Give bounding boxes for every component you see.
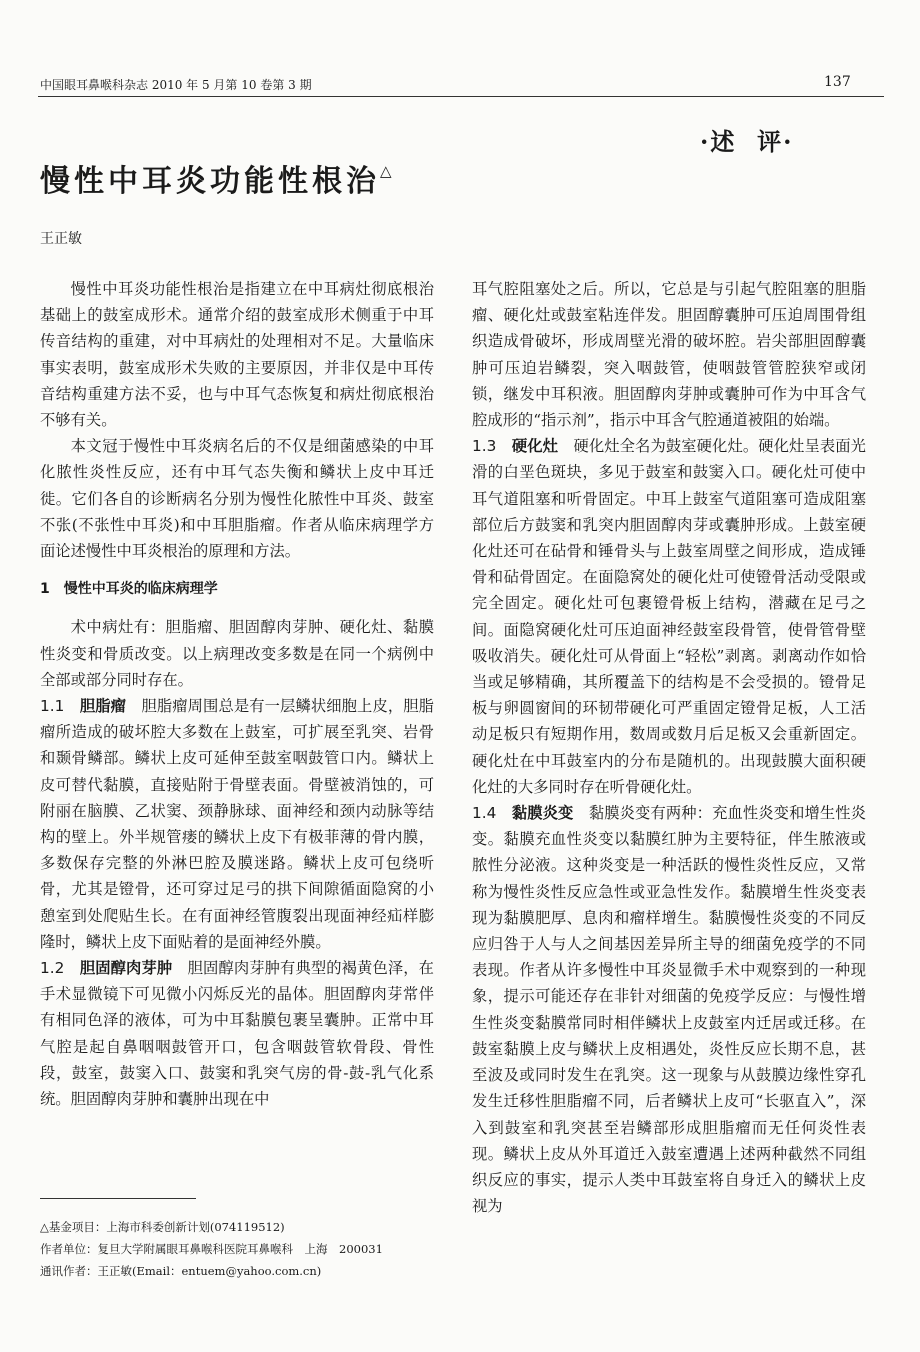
subsection-1-2 [40, 955, 434, 1112]
article-title [40, 156, 396, 200]
footnote-affiliation: 作者单位：复旦大学附属眼耳鼻喉科医院耳鼻喉科 上海 200031 [40, 1242, 383, 1256]
subsection-number: 1.2 [40, 959, 65, 978]
footnotes [40, 1216, 460, 1282]
paragraph: 慢性中耳炎功能性根治是指建立在中耳病灶彻底根治基础上的鼓室成形术。通常介绍的鼓室成形术侧重于中耳传音结构的重建，对中耳病灶的处理相对不足。大量临床事实表明，鼓室成形术失败的主要原因，并非仅是中耳传音结构重建方法不妥，也与中耳气态恢复和病灶彻底根治不够有关。 [40, 280, 434, 430]
subsection-title: 胆脂瘤 [79, 697, 127, 716]
subsection-1-4 [472, 800, 866, 1219]
section-heading: 1 慢性中耳炎的临床病理学 [40, 581, 218, 598]
title-footnote-mark: △ [380, 162, 396, 180]
subsection-number: 1.3 [472, 437, 497, 456]
title-text: 慢性中耳炎功能性根治 [40, 164, 380, 199]
section-tag: ·述 评· [700, 127, 794, 156]
subsection-text: 胆固醇肉芽肿有典型的褐黄色泽，在手术显微镜下可见微小闪烁反光的晶体。胆固醇肉芽常伴有相同色泽的液体，可为中耳黏膜包裹呈囊肿。正常中耳气腔是起自鼻咽咽鼓管开口，包含咽鼓管软骨段、骨性段，鼓室，鼓窦入口、鼓窦和乳突气房的骨-鼓-乳气化系统。胆固醇肉芽肿和囊肿出现在中 [40, 959, 434, 1109]
subsection-1-3 [472, 433, 866, 800]
subsection-text: 黏膜炎变有两种：充血性炎变和增生性炎变。黏膜充血性炎变以黏膜红肿为主要特征，伴生脓液或脓性分泌液。这种炎变是一种活跃的慢性炎性反应，又常称为慢性炎性反应急性或亚急性发作。黏膜增生性炎变表现为黏膜肥厚、息肉和瘤样增生。黏膜慢性炎变的不同反应归咎于人与人之间基因差异所主导的细菌免疫学的不同表现。作者从许多慢性中耳炎显微手术中观察到的一种现象，提示可能还存在非针对细菌的免疫学反应：与慢性增生性炎变黏膜常同时相伴鳞状上皮鼓室内迁居或迁移。在鼓室黏膜上皮与鳞状上皮相遇处，炎性反应长期不息，甚至波及或同时发生在乳突。这一现象与从鼓膜边缘性穿孔发生迁移性胆脂瘤不同，后者鳞状上皮可“长驱直入”，深入到鼓室和乳突甚至岩鳞部形成胆脂瘤而无任何炎性表现。鳞状上皮从外耳道迁入鼓室遭遇上述两种截然不同组织反应的事实，提示人类中耳鼓室将自身迁入的鳞状上皮视为 [472, 804, 866, 1216]
header-divider [38, 96, 884, 97]
subsection-1-1 [40, 693, 434, 955]
paragraph: 本文冠于慢性中耳炎病名后的不仅是细菌感染的中耳化脓性炎性反应，还有中耳气态失衡和鳞状上皮中耳迁徙。它们各自的诊断病名分别为慢性化脓性中耳炎、鼓室不张(不张性中耳炎)和中耳胆脂瘤。作者从临床病理学方面论述慢性中耳炎根治的原理和方法。 [40, 437, 434, 561]
subsection-text: 硬化灶全名为鼓室硬化灶。硬化灶呈表面光滑的白垩色斑块，多见于鼓室和鼓窦入口。硬化灶可使中耳气道阻塞和听骨固定。中耳上鼓室气道阻塞可造成阻塞部位后方鼓窦和乳突内胆固醇肉芽或囊肿形成。上鼓室硬化灶还可在砧骨和锤骨头与上鼓室周壁之间形成，造成锤骨和砧骨固定。在面隐窝处的硬化灶可使镫骨活动受限或完全固定。硬化灶可包裹镫骨板上结构，潜藏在足弓之间。面隐窝硬化灶可压迫面神经鼓室段骨管，使骨管骨壁吸收消失。硬化灶可从骨面上“轻松”剥离。剥离动作如恰当或足够精确，其所覆盖下的结构是不会受损的。镫骨足板与卵圆窗间的环韧带硬化可严重固定镫骨足板，人工活动足板只有短期作用，数周或数月后足板又会重新固定。硬化灶在中耳鼓室内的分布是随机的。出现鼓膜大面积硬化灶的大多同时存在听骨硬化灶。 [472, 437, 866, 796]
subsection-number: 1.4 [472, 804, 497, 823]
subsection-title: 黏膜炎变 [511, 804, 574, 823]
subsection-title: 胆固醇肉芽肿 [79, 959, 173, 978]
author: 王正敏 [40, 231, 82, 247]
journal-header: 中国眼耳鼻喉科杂志 2010 年 5 月第 10 卷第 3 期 [40, 78, 312, 92]
subsection-number: 1.1 [40, 697, 65, 716]
right-column [472, 276, 866, 1219]
paragraph: 术中病灶有：胆脂瘤、胆固醇肉芽肿、硬化灶、黏膜性炎变和骨质改变。以上病理改变多数是在同一个病例中全部或部分同时存在。 [40, 618, 434, 689]
footnote-contact: 通讯作者：王正敏(Email：entuem@yahoo.com.cn) [40, 1264, 322, 1278]
paragraph: 耳气腔阻塞处之后。所以，它总是与引起气腔阻塞的胆脂瘤、硬化灶或鼓室粘连伴发。胆固醇囊肿可压迫周围骨组织造成骨破坏，形成周壁光滑的破坏腔。岩尖部胆固醇囊肿可压迫岩鳞裂，突入咽鼓管，使咽鼓管管腔狭窄或闭锁，继发中耳积液。胆固醇肉芽肿或囊肿可作为中耳含气腔成形的“指示剂”，指示中耳含气腔通道被阻的始端。 [472, 280, 866, 430]
left-column [40, 276, 434, 1112]
subsection-text: 胆脂瘤周围总是有一层鳞状细胞上皮，胆脂瘤所造成的破坏腔大多数在上鼓室，可扩展至乳突、岩骨和颞骨鳞部。鳞状上皮可延伸至鼓室咽鼓管口内。鳞状上皮可替代黏膜，直接贴附于骨壁表面。骨壁被消蚀的，可附丽在脑膜、乙状窦、颈静脉球、面神经和颈内动脉等结构的壁上。外半规管瘘的鳞状上皮下有极菲薄的骨内膜，多数保存完整的外淋巴腔及膜迷路。鳞状上皮可包绕听骨，尤其是镫骨，还可穿过足弓的拱下间隙循面隐窝的小憩室到处爬贴生长。在有面神经管腹裂出现面神经疝样膨隆时，鳞状上皮下面贴着的是面神经外膜。 [40, 697, 434, 951]
subsection-title: 硬化灶 [511, 437, 559, 456]
footnote-divider [40, 1198, 196, 1199]
page-number: 137 [824, 74, 851, 90]
footnote-fund: △基金项目：上海市科委创新计划(074119512) [40, 1220, 285, 1234]
